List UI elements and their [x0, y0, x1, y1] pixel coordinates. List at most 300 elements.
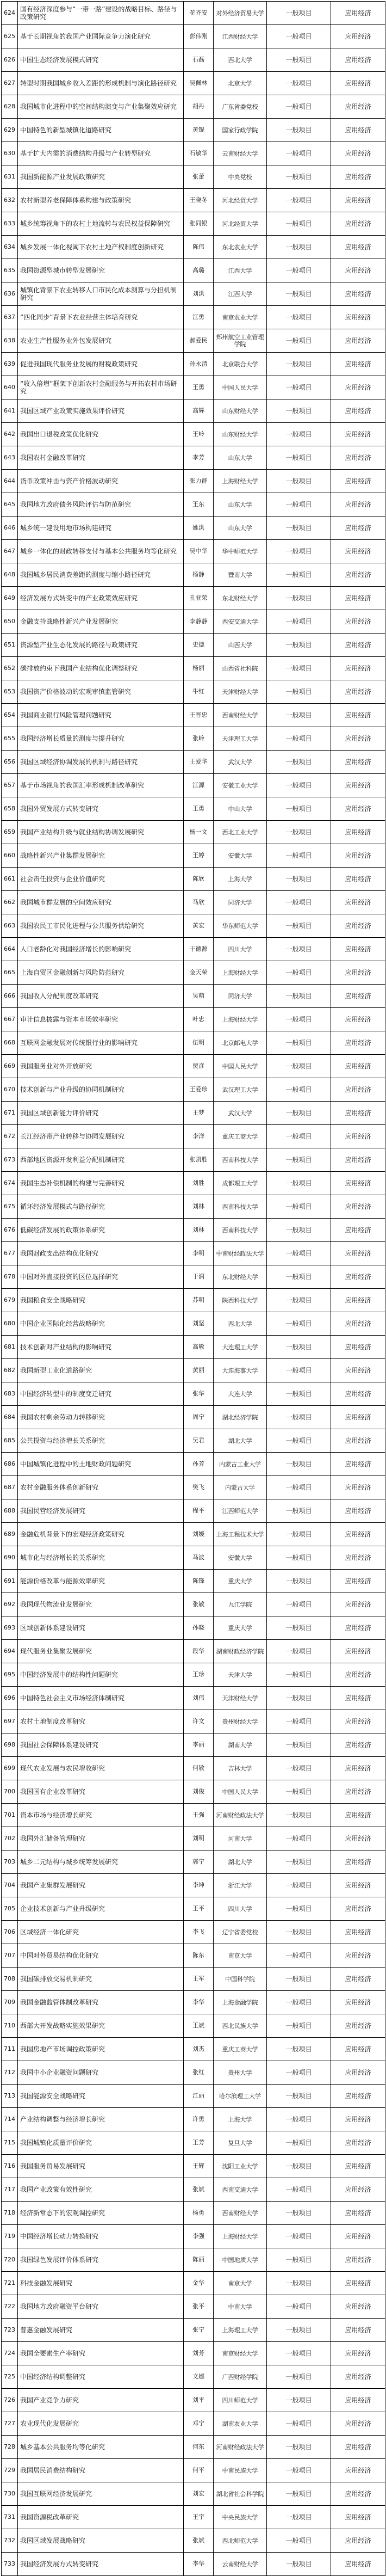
project-type-cell: 一般项目: [267, 2155, 331, 2178]
work-unit-cell: 安徽大学: [214, 844, 267, 868]
discipline-category-cell: 应用经济: [331, 914, 385, 938]
work-unit-cell: 东北财经大学: [214, 587, 267, 610]
project-title-cell: 我国房地产市场调控政策研究: [18, 2038, 184, 2061]
principal-name-cell: 张敏: [184, 1593, 214, 1616]
discipline-category-cell: 应用经济: [331, 774, 385, 797]
work-unit-cell: 西北民族大学: [214, 2014, 267, 2038]
table-row: [2, 165, 385, 189]
project-type-cell: 一般项目: [267, 563, 331, 587]
principal-name-cell: 王斌: [184, 2014, 214, 2038]
row-number-cell: 671: [2, 1102, 18, 1125]
principal-name-cell: 许勇: [184, 2108, 214, 2131]
table-row: [2, 2365, 385, 2389]
table-row: [2, 353, 385, 376]
table-row: [2, 1312, 385, 1336]
table-row: [2, 493, 385, 517]
project-type-cell: 一般项目: [267, 634, 331, 657]
project-type-cell: 一般项目: [267, 1219, 331, 1242]
table-row: [2, 1055, 385, 1078]
work-unit-cell: 中国人民大学: [214, 1780, 267, 1804]
discipline-category-cell: 应用经济: [331, 1968, 385, 1991]
project-type-cell: 一般项目: [267, 797, 331, 821]
discipline-category-cell: 应用经济: [331, 2553, 385, 2576]
table-row: [2, 1172, 385, 1195]
row-number-cell: 695: [2, 1663, 18, 1687]
project-type-cell: 一般项目: [267, 587, 331, 610]
work-unit-cell: 上海金融学院: [214, 1991, 267, 2014]
row-number-cell: 703: [2, 1850, 18, 1874]
table-row: [2, 2436, 385, 2459]
work-unit-cell: 上海财经大学: [214, 2225, 267, 2248]
project-title-cell: 社会责任投资与企业价值研究: [18, 868, 184, 891]
row-number-cell: 645: [2, 493, 18, 517]
discipline-category-cell: 应用经济: [331, 1944, 385, 1968]
table-row: [2, 72, 385, 95]
work-unit-cell: 复旦大学: [214, 2131, 267, 2155]
principal-name-cell: 伍明: [184, 1031, 214, 1055]
project-title-cell: 我国经济增长质量的测度与提升研究: [18, 727, 184, 751]
row-number-cell: 707: [2, 1944, 18, 1968]
discipline-category-cell: 应用经济: [331, 189, 385, 212]
table-row: [2, 399, 385, 423]
table-row: [2, 1827, 385, 1850]
table-row: [2, 1616, 385, 1640]
discipline-category-cell: 应用经济: [331, 1195, 385, 1219]
project-type-cell: 一般项目: [267, 1780, 331, 1804]
row-number-cell: 635: [2, 259, 18, 282]
principal-name-cell: 何东: [184, 2436, 214, 2459]
project-type-cell: 一般项目: [267, 329, 331, 353]
project-type-cell: 一般项目: [267, 1031, 331, 1055]
work-unit-cell: 辽宁省委党校: [214, 1921, 267, 1944]
work-unit-cell: 西南科技大学: [214, 1148, 267, 1172]
row-number-cell: 676: [2, 1219, 18, 1242]
project-type-cell: 一般项目: [267, 1359, 331, 1382]
principal-name-cell: 张平: [184, 2295, 214, 2319]
project-title-cell: 基于市场视角的我国汇率形成机制改革研究: [18, 774, 184, 797]
project-type-cell: 一般项目: [267, 2014, 331, 2038]
project-type-cell: 一般项目: [267, 1968, 331, 1991]
project-type-cell: 一般项目: [267, 376, 331, 399]
row-number-cell: 669: [2, 1055, 18, 1078]
work-unit-cell: 山东大学: [214, 517, 267, 540]
table-row: [2, 2506, 385, 2529]
discipline-category-cell: 应用经济: [331, 517, 385, 540]
principal-name-cell: 程平: [184, 1499, 214, 1523]
project-title-cell: 经济新常态下的宏观调控研究: [18, 2202, 184, 2225]
project-type-cell: 一般项目: [267, 493, 331, 517]
table-row: [2, 2014, 385, 2038]
work-unit-cell: 西南财经大学: [214, 2202, 267, 2225]
principal-name-cell: 江源: [184, 774, 214, 797]
row-number-cell: 656: [2, 751, 18, 774]
project-type-cell: 一般项目: [267, 1921, 331, 1944]
discipline-category-cell: 应用经济: [331, 1289, 385, 1312]
row-number-cell: 650: [2, 610, 18, 634]
work-unit-cell: 上海大学: [214, 2108, 267, 2131]
discipline-category-cell: 应用经济: [331, 1148, 385, 1172]
principal-name-cell: 刘俊: [184, 1780, 214, 1804]
row-number-cell: 725: [2, 2365, 18, 2389]
table-row: [2, 704, 385, 727]
project-title-cell: 我国收入分配制度改革研究: [18, 985, 184, 1008]
work-unit-cell: 江西大学: [214, 282, 267, 306]
project-type-cell: 一般项目: [267, 1195, 331, 1219]
project-type-cell: 一般项目: [267, 1827, 331, 1850]
principal-name-cell: 刘林: [184, 1195, 214, 1219]
principal-name-cell: 牛红: [184, 680, 214, 704]
work-unit-cell: 天津大学: [214, 1663, 267, 1687]
table-row: [2, 1523, 385, 1546]
discipline-category-cell: 应用经济: [331, 2506, 385, 2529]
table-row: [2, 1125, 385, 1148]
project-type-cell: 一般项目: [267, 2482, 331, 2506]
project-title-cell: 我国碳排放交易机制研究: [18, 1968, 184, 1991]
principal-name-cell: 张力群: [184, 470, 214, 493]
discipline-category-cell: 应用经济: [331, 2225, 385, 2248]
discipline-category-cell: 应用经济: [331, 2108, 385, 2131]
project-title-cell: 资源型产业生态化发展的路径与政策研究: [18, 634, 184, 657]
project-title-cell: 我国产业结构升级与就业结构协调发展研究: [18, 821, 184, 844]
project-title-cell: 我国财政支出结构优化研究: [18, 1242, 184, 1265]
discipline-category-cell: 应用经济: [331, 446, 385, 470]
discipline-category-cell: 应用经济: [331, 399, 385, 423]
table-row: [2, 259, 385, 282]
row-number-cell: 733: [2, 2553, 18, 2576]
table-row: [2, 2178, 385, 2202]
project-type-cell: 一般项目: [267, 1265, 331, 1289]
project-title-cell: 中国特色社会主义市场经济体制研究: [18, 1687, 184, 1710]
principal-name-cell: 郭宁: [184, 1850, 214, 1874]
work-unit-cell: 西南科技大学: [214, 1219, 267, 1242]
project-title-cell: 低碳经济发展的政策体系研究: [18, 1219, 184, 1242]
row-number-cell: 698: [2, 1733, 18, 1757]
project-type-cell: 一般项目: [267, 1804, 331, 1827]
project-title-cell: 循环经济发展模式与路径研究: [18, 1195, 184, 1219]
discipline-category-cell: 应用经济: [331, 891, 385, 914]
work-unit-cell: 国家行政学院: [214, 119, 267, 142]
row-number-cell: 683: [2, 1382, 18, 1406]
row-number-cell: 706: [2, 1921, 18, 1944]
project-type-cell: 一般项目: [267, 1078, 331, 1102]
discipline-category-cell: 应用经济: [331, 1453, 385, 1476]
principal-name-cell: 王岭: [184, 423, 214, 446]
project-title-cell: 我国区域经济协调发展的机制与路径研究: [18, 751, 184, 774]
discipline-category-cell: 应用经济: [331, 1921, 385, 1944]
work-unit-cell: 武汉理工大学: [214, 1078, 267, 1102]
principal-name-cell: 杨勇: [184, 2202, 214, 2225]
project-type-cell: 一般项目: [267, 727, 331, 751]
project-type-cell: 一般项目: [267, 985, 331, 1008]
project-type-cell: 一般项目: [267, 2459, 331, 2482]
table-row: [2, 1453, 385, 1476]
discipline-category-cell: 应用经济: [331, 1336, 385, 1359]
work-unit-cell: 郑州航空工业管理学院: [214, 329, 267, 353]
principal-name-cell: 文娜: [184, 2365, 214, 2389]
work-unit-cell: 山东财经大学: [214, 423, 267, 446]
project-title-cell: 我国居民消费结构研究: [18, 2459, 184, 2482]
table-row: [2, 1640, 385, 1663]
principal-name-cell: 王梦: [184, 1102, 214, 1125]
discipline-category-cell: 应用经济: [331, 2412, 385, 2436]
project-title-cell: 中国对外贸易结构优化研究: [18, 1944, 184, 1968]
project-type-cell: 一般项目: [267, 282, 331, 306]
discipline-category-cell: 应用经济: [331, 680, 385, 704]
work-unit-cell: 成都理工大学: [214, 1172, 267, 1195]
discipline-category-cell: 应用经济: [331, 306, 385, 329]
project-title-cell: 我国生态补偿机制的构建与完善研究: [18, 1172, 184, 1195]
work-unit-cell: 中南民族大学: [214, 2459, 267, 2482]
project-title-cell: 我国城市化进程中的空间结构演变与产业集聚效应研究: [18, 95, 184, 119]
work-unit-cell: 中国人民大学: [214, 1055, 267, 1078]
work-unit-cell: 中南大学: [214, 2295, 267, 2319]
project-type-cell: 一般项目: [267, 1336, 331, 1359]
row-number-cell: 663: [2, 914, 18, 938]
table-row: [2, 774, 385, 797]
principal-name-cell: 刘林: [184, 1219, 214, 1242]
discipline-category-cell: 应用经济: [331, 751, 385, 774]
work-unit-cell: 江西财经大学: [214, 25, 267, 48]
discipline-category-cell: 应用经济: [331, 1312, 385, 1336]
work-unit-cell: 贵州财经大学: [214, 1710, 267, 1733]
project-type-cell: 一般项目: [267, 1944, 331, 1968]
project-type-cell: 一般项目: [267, 259, 331, 282]
discipline-category-cell: 应用经济: [331, 634, 385, 657]
discipline-category-cell: 应用经济: [331, 2342, 385, 2365]
project-title-cell: 我国资源型城市转型发展研究: [18, 259, 184, 282]
row-number-cell: 651: [2, 634, 18, 657]
project-type-cell: 一般项目: [267, 938, 331, 961]
principal-name-cell: 张华: [184, 1382, 214, 1406]
table-row: [2, 2389, 385, 2412]
work-unit-cell: 安徽大学: [214, 1546, 267, 1570]
table-row: [2, 48, 385, 72]
work-unit-cell: 湖南农业大学: [214, 2412, 267, 2436]
work-unit-cell: 南京大学: [214, 1944, 267, 1968]
table-row: [2, 2459, 385, 2482]
project-type-cell: 一般项目: [267, 1991, 331, 2014]
project-type-cell: 一般项目: [267, 2225, 331, 2248]
project-type-cell: 一般项目: [267, 2, 331, 25]
work-unit-cell: 大连海事大学: [214, 1359, 267, 1382]
table-row: [2, 1944, 385, 1968]
table-row: [2, 634, 385, 657]
principal-name-cell: 王强: [184, 1804, 214, 1827]
project-type-cell: 一般项目: [267, 2272, 331, 2295]
row-number-cell: 646: [2, 517, 18, 540]
project-type-cell: 一般项目: [267, 1850, 331, 1874]
table-row: [2, 1195, 385, 1219]
work-unit-cell: 四川大学: [214, 938, 267, 961]
project-title-cell: 区域创新体系建设研究: [18, 1616, 184, 1640]
discipline-category-cell: 应用经济: [331, 1780, 385, 1804]
table-row: [2, 1757, 385, 1780]
project-type-cell: 一般项目: [267, 751, 331, 774]
project-type-cell: 一般项目: [267, 1733, 331, 1757]
project-type-cell: 一般项目: [267, 2529, 331, 2553]
table-row: [2, 914, 385, 938]
principal-name-cell: 金华: [184, 2272, 214, 2295]
project-title-cell: 城镇化背景下农业转移人口市民化成本测算与分担机制研究: [18, 282, 184, 306]
discipline-category-cell: 应用经济: [331, 1546, 385, 1570]
work-unit-cell: 东北财经大学: [214, 1265, 267, 1289]
row-number-cell: 713: [2, 2085, 18, 2108]
work-unit-cell: 山东财经大学: [214, 399, 267, 423]
row-number-cell: 674: [2, 1172, 18, 1195]
discipline-category-cell: 应用经济: [331, 1359, 385, 1382]
row-number-cell: 670: [2, 1078, 18, 1102]
table-row: [2, 891, 385, 914]
principal-name-cell: 江丽: [184, 2085, 214, 2108]
discipline-category-cell: 应用经济: [331, 423, 385, 446]
discipline-category-cell: 应用经济: [331, 2248, 385, 2272]
table-row: [2, 938, 385, 961]
principal-name-cell: 段华: [184, 1640, 214, 1663]
principal-name-cell: 许文: [184, 1710, 214, 1733]
project-type-cell: 一般项目: [267, 1125, 331, 1148]
project-type-cell: 一般项目: [267, 2436, 331, 2459]
project-type-cell: 一般项目: [267, 1476, 331, 1499]
project-title-cell: 我国产业政策有效性研究: [18, 2178, 184, 2202]
project-type-cell: 一般项目: [267, 1710, 331, 1733]
project-title-cell: 战略性新兴产业集群发展研究: [18, 844, 184, 868]
work-unit-cell: 天津财经大学: [214, 680, 267, 704]
discipline-category-cell: 应用经济: [331, 95, 385, 119]
table-row: [2, 540, 385, 563]
principal-name-cell: 陈欣: [184, 868, 214, 891]
table-row: [2, 2038, 385, 2061]
row-number-cell: 666: [2, 985, 18, 1008]
project-type-cell: 一般项目: [267, 657, 331, 680]
row-number-cell: 701: [2, 1804, 18, 1827]
project-title-cell: 我国服务业对外开放研究: [18, 1055, 184, 1078]
principal-name-cell: 刘明: [184, 1827, 214, 1850]
project-title-cell: 农村土地制度改革研究: [18, 1710, 184, 1733]
project-title-cell: 中国城镇化进程中的土地财政问题研究: [18, 1453, 184, 1476]
discipline-category-cell: 应用经济: [331, 985, 385, 1008]
table-row: [2, 1499, 385, 1523]
table-row: [2, 1733, 385, 1757]
table-row: [2, 797, 385, 821]
discipline-category-cell: 应用经济: [331, 376, 385, 399]
row-number-cell: 678: [2, 1265, 18, 1289]
project-title-cell: 我国中小企业融资问题研究: [18, 2061, 184, 2085]
row-number-cell: 724: [2, 2342, 18, 2365]
discipline-category-cell: 应用经济: [331, 353, 385, 376]
project-type-cell: 一般项目: [267, 1172, 331, 1195]
table-row: [2, 1102, 385, 1125]
discipline-category-cell: 应用经济: [331, 1523, 385, 1546]
table-row: [2, 587, 385, 610]
work-unit-cell: 吉林大学: [214, 1757, 267, 1780]
row-number-cell: 685: [2, 1429, 18, 1453]
project-type-cell: 一般项目: [267, 353, 331, 376]
project-type-cell: 一般项目: [267, 2389, 331, 2412]
project-title-cell: 我国资产价格波动的宏观审慎监管研究: [18, 680, 184, 704]
work-unit-cell: 重庆大学: [214, 1616, 267, 1640]
table-row: [2, 2155, 385, 2178]
principal-name-cell: 黄锟: [184, 119, 214, 142]
discipline-category-cell: 应用经济: [331, 1804, 385, 1827]
row-number-cell: 668: [2, 1031, 18, 1055]
project-title-cell: 城市化与经济增长的关系研究: [18, 1546, 184, 1570]
principal-name-cell: 张红: [184, 2061, 214, 2085]
discipline-category-cell: 应用经济: [331, 25, 385, 48]
work-unit-cell: 九江学院: [214, 1593, 267, 1616]
project-title-cell: 城乡发展一体化视阈下农村土地产权制度创新研究: [18, 236, 184, 259]
discipline-category-cell: 应用经济: [331, 329, 385, 353]
principal-name-cell: 孙永清: [184, 353, 214, 376]
table-row: [2, 1780, 385, 1804]
work-unit-cell: 南京大学: [214, 2272, 267, 2295]
row-number-cell: 643: [2, 446, 18, 470]
project-title-cell: 我国社会保障体系建设研究: [18, 1733, 184, 1757]
project-title-cell: 农业生产性服务业外包发展研究: [18, 329, 184, 353]
principal-name-cell: 吴佩林: [184, 72, 214, 95]
principal-name-cell: 孙晓: [184, 1616, 214, 1640]
project-title-cell: 我国地方政府债务风险评估与防范研究: [18, 493, 184, 517]
discipline-category-cell: 应用经济: [331, 1078, 385, 1102]
project-title-cell: 我国产业集群发展研究: [18, 1874, 184, 1897]
principal-name-cell: 于德源: [184, 938, 214, 961]
table-row: [2, 446, 385, 470]
row-number-cell: 723: [2, 2319, 18, 2342]
principal-name-cell: 王爱华: [184, 751, 214, 774]
table-row: [2, 2061, 385, 2085]
discipline-category-cell: 应用经济: [331, 282, 385, 306]
project-title-cell: 我国外贸发展方式转变研究: [18, 797, 184, 821]
work-unit-cell: 中央党校: [214, 165, 267, 189]
principal-name-cell: 何平: [184, 2459, 214, 2482]
project-type-cell: 一般项目: [267, 680, 331, 704]
principal-name-cell: 李丽: [184, 1733, 214, 1757]
work-unit-cell: 湖北大学: [214, 1850, 267, 1874]
discipline-category-cell: 应用经济: [331, 844, 385, 868]
project-type-cell: 一般项目: [267, 423, 331, 446]
row-number-cell: 662: [2, 891, 18, 914]
discipline-category-cell: 应用经济: [331, 2014, 385, 2038]
project-type-cell: 一般项目: [267, 2131, 331, 2155]
work-unit-cell: 湖北省社会科学院: [214, 2482, 267, 2506]
project-title-cell: 互联网金融发展对传统银行业的影响研究: [18, 1031, 184, 1055]
discipline-category-cell: 应用经济: [331, 868, 385, 891]
row-number-cell: 731: [2, 2506, 18, 2529]
work-unit-cell: 西南科技大学: [214, 1195, 267, 1219]
principal-name-cell: 刘芳: [184, 2342, 214, 2365]
project-title-cell: 科技金融发展研究: [18, 2272, 184, 2295]
table-row: [2, 1570, 385, 1593]
principal-name-cell: 陈东: [184, 1944, 214, 1968]
row-number-cell: 652: [2, 657, 18, 680]
principal-name-cell: 胡丹: [184, 95, 214, 119]
discipline-category-cell: 应用经济: [331, 470, 385, 493]
project-title-cell: 城乡二元结构与城乡统筹发展研究: [18, 1850, 184, 1874]
table-row: [2, 868, 385, 891]
project-title-cell: 金融支持战略性新兴产业发展研究: [18, 610, 184, 634]
project-title-cell: 我国服务贸易发展研究: [18, 2155, 184, 2178]
principal-name-cell: 石敏华: [184, 142, 214, 165]
work-unit-cell: 江西大学: [214, 259, 267, 282]
project-title-cell: 我国国有企业改革研究: [18, 1780, 184, 1804]
principal-name-cell: 刘媛: [184, 1523, 214, 1546]
table-row: [2, 2295, 385, 2319]
project-type-cell: 一般项目: [267, 610, 331, 634]
row-number-cell: 684: [2, 1406, 18, 1429]
row-number-cell: 689: [2, 1523, 18, 1546]
table-row: [2, 2412, 385, 2436]
project-title-cell: 我国金融监管体制改革研究: [18, 1991, 184, 2014]
project-title-cell: 农业现代化发展研究: [18, 2412, 184, 2436]
